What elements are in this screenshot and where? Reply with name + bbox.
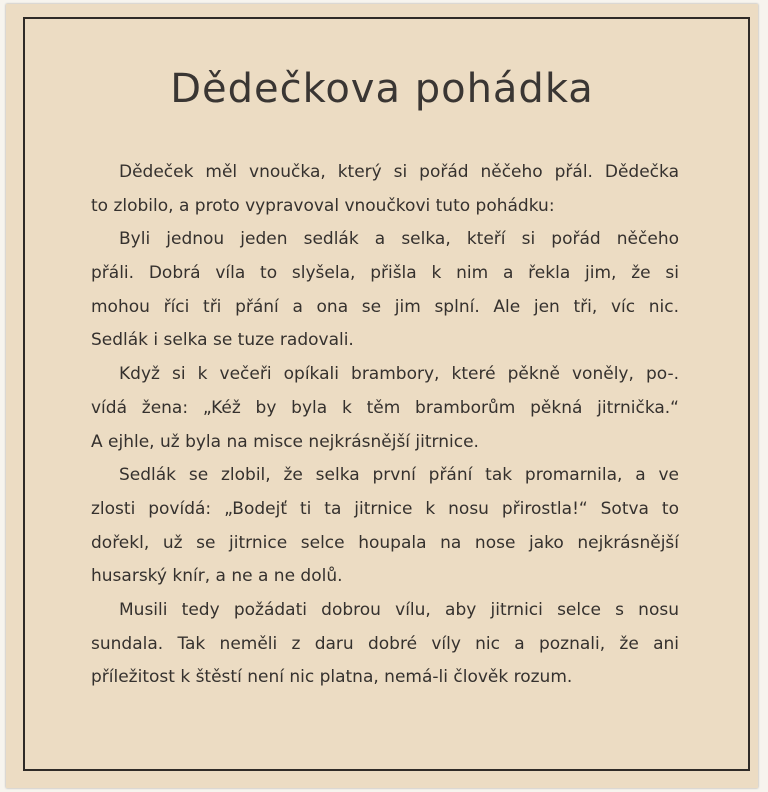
text-line: Byli jednou jeden sedlák a selka, kteří si pořád něčeho	[119, 229, 679, 250]
text-line: mohou říci tři přání a ona se jim splní. Ale jen tři, víc nic.	[91, 296, 679, 317]
text-line: příležitost k štěstí není nic platna, nemá-li člověk rozum.	[91, 667, 573, 688]
text-line: Sedlák se zlobil, že selka první přání tak promarnila, a ve	[119, 465, 679, 486]
text-line: sundala. Tak neměli z daru dobré víly nic a poznali, že ani	[91, 633, 679, 654]
text-line: Dědeček měl vnoučka, který si pořád něčeho přál. Dědečka	[119, 162, 679, 182]
text-line: husarský knír, a ne a ne dolů.	[91, 566, 343, 587]
story-text	[91, 156, 679, 695]
text-line: to zlobilo, a proto vypravoval vnoučkovi tuto pohádku:	[91, 195, 555, 216]
paper-sheet	[6, 4, 758, 788]
text-line: Sedlák i selka se tuze radovali.	[91, 330, 354, 351]
text-line: A ejhle, už byla na misce nejkrásnější jitrnice.	[91, 431, 479, 452]
text-line: přáli. Dobrá víla to slyšela, přišla k nim a řekla jim, že si	[91, 263, 679, 284]
text-line: vídá žena: „Kéž by byla k těm bramborům pěkná jitrnička.“	[91, 397, 679, 418]
text-line: dořekl, už se jitrnice selce houpala na nose jako nejkrásnější	[91, 532, 679, 553]
text-line: Musili tedy požádati dobrou vílu, aby jitrnici selce s nosu	[119, 599, 679, 620]
text-line: Když si k večeři opíkali brambory, které pěkně voněly, po-.	[119, 364, 679, 385]
page-title: Dědečkova pohádka	[170, 66, 594, 112]
text-line: zlosti povídá: „Bodejť ti ta jitrnice k nosu přirostla!“ Sotva to	[91, 498, 679, 519]
